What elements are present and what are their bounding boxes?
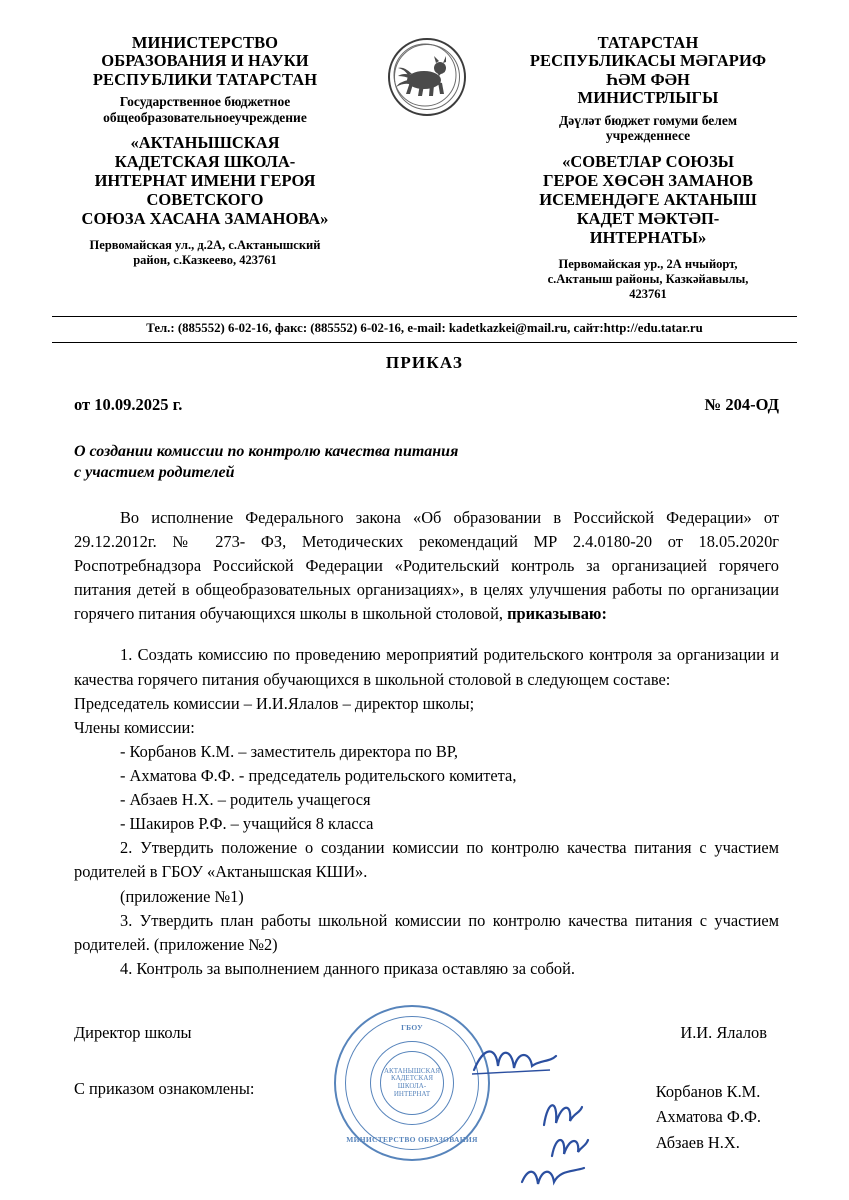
acknowledgement-names: [656, 1079, 779, 1155]
order-keyword: приказываю:: [507, 604, 607, 624]
institution-type-tt: Дәүләт бюджет гомуми белем учрежденнесе: [558, 112, 738, 144]
school-name-tt: «СОВЕТЛАР СОЮЗЫ ГЕРОЕ ХӨСӘН ЗАМАНОВ ИСЕМЕНДӘГЕ АКТАНЫШ КАДЕТ МӘКТӘП- ИНТЕРНАТЫ»: [539, 151, 757, 247]
commission-member-1: - Корбанов К.М. – заместитель директора по ВР,: [120, 741, 458, 761]
acknowledgement-label: С приказом ознакомлены:: [74, 1079, 255, 1098]
contact-divider-top: [52, 316, 797, 337]
document-number: № 204-ОД: [704, 394, 779, 414]
letterhead-tatar: [503, 34, 797, 302]
acknowledgement-row: [74, 1079, 779, 1155]
body-item-4: 4. Контроль за выполнением данного приказа оставляю за собой.: [120, 958, 575, 978]
director-name: И.И. Ялалов: [680, 1023, 767, 1042]
document-body: [52, 506, 797, 981]
stamp-bottom-text: МИНИСТЕРСТВО ОБРАЗОВАНИЯ: [346, 1135, 478, 1144]
document-meta: [52, 395, 797, 415]
letterhead-russian: [52, 34, 350, 268]
subject-line-2: с участием родителей: [74, 464, 235, 482]
contact-line: Тел.: (885552) 6-02-16, факс: (885552) 6-02-16, e-mail: kadetkazkei@mail.ru, сайт:http://edu.tatar.ru: [146, 320, 703, 335]
body-item-1: 1. Создать комиссию по проведению мероприятий родительского контроля за организации и качества горячего питания обучающихся в школьной столовой в следующем составе:: [74, 645, 779, 689]
stamp-top-text: ГБОУ: [401, 1023, 423, 1032]
body-item-2-appendix: (приложение №1): [120, 886, 244, 906]
letterhead: [52, 34, 797, 302]
contact-divider-bottom: [52, 342, 797, 343]
ministry-name-tt: ТАТАРСТАН РЕСПУБЛИКАСЫ МӘГАРИФ ҺӘМ ФӘН МИНИСТРЛЫГЫ: [529, 33, 767, 108]
document-date: от 10.09.2025 г.: [74, 394, 183, 414]
preamble-text: Во исполнение Федерального закона «Об образовании в Российской Федерации» от 29.12.2012г. № 273- ФЗ, Методических рекомендаций МР 2.4.0180-20 от 18.05.2020г Роспотребнадзора Российской Федерации «Родительский контроль за организацией горячего питания детей в общеобразовательных организациях», в целях улучшения работы по организации горячего питания обучающихся школы в школьной столовой,: [74, 507, 779, 624]
signature-mark-3: [520, 1160, 586, 1192]
emblem-ring: [394, 44, 460, 110]
ack-name-2: Ахматова Ф.Ф.: [655, 1107, 761, 1127]
school-address-tt: Первомайская ур., 2А нчыйорт, с.Актаныш районы, Казкәйавылы, 423761: [547, 256, 749, 301]
body-preamble: [74, 506, 779, 627]
school-address-ru: Первомайская ул., д.2А, с.Актанышский район, с.Казкеево, 423761: [89, 238, 321, 268]
page-title: ПРИКАЗ: [385, 352, 464, 372]
body-item-2: 2. Утвердить положение о создании комиссии по контролю качества питания с участием родителей в ГБОУ «Актанышская КШИ».: [74, 838, 779, 882]
signature-block: [52, 1023, 797, 1155]
institution-type-ru: Государственное бюджетное общеобразовательноеучреждение: [103, 94, 307, 125]
ministry-name-ru: МИНИСТЕРСТВО ОБРАЗОВАНИЯ И НАУКИ РЕСПУБЛИКИ ТАТАРСТАН: [92, 33, 318, 89]
ack-name-3: Абзаев Н.Х.: [655, 1132, 740, 1152]
commission-member-2: - Ахматова Ф.Ф. - председатель родительского комитета,: [120, 766, 517, 786]
document-subject: [52, 441, 797, 484]
emblem-container: [367, 34, 487, 116]
commission-member-3: - Абзаев Н.Х. – родитель учащегося: [120, 790, 371, 810]
school-name-ru: «АКТАНЫШСКАЯ КАДЕТСКАЯ ШКОЛА- ИНТЕРНАТ ИМЕНИ ГЕРОЯ СОВЕТСКОГО СОЮЗА ХАСАНА ЗАМАНОВА»: [81, 133, 329, 229]
stamp-center-text: АКТАНЫШСКАЯ КАДЕТСКАЯ ШКОЛА-ИНТЕРНАТ: [380, 1051, 444, 1115]
tatarstan-coat-of-arms-icon: [388, 38, 466, 116]
commission-member-4: - Шакиров Р.Ф. – учащийся 8 класса: [120, 814, 374, 834]
director-label: Директор школы: [74, 1023, 192, 1042]
commission-members-label: Члены комиссии:: [74, 717, 195, 737]
subject-line-1: О создании комиссии по контролю качества питания: [74, 442, 459, 460]
commission-chair: Председатель комиссии – И.И.Ялалов – директор школы;: [74, 693, 475, 713]
ack-name-1: Корбанов К.М.: [655, 1082, 761, 1101]
director-signature-row: [74, 1023, 779, 1043]
body-item-3: 3. Утвердить план работы школьной комиссии по контролю качества питания с участием родителей. (приложение №2): [74, 910, 779, 954]
